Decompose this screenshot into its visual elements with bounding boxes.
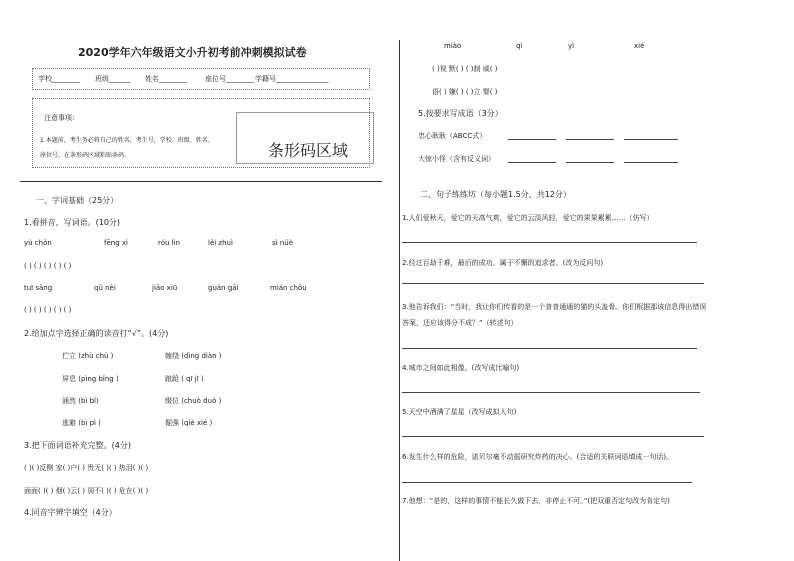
q2-item[interactable]: 缀位 (chuò duò )	[165, 397, 222, 405]
q5-b-blank-2[interactable]	[566, 162, 614, 163]
q4-row2[interactable]: 语( ) 嫌( ) ( )立 婴( )	[432, 88, 498, 96]
q1-answer-row2[interactable]: ( ) ( ) ( ) ( ) ( )	[24, 306, 72, 314]
section-divider	[20, 181, 382, 182]
q1-pinyin-8: jiāo xiū	[152, 284, 178, 292]
q5-b-blank-1[interactable]	[508, 162, 556, 163]
q5-a-blank-2[interactable]	[566, 139, 614, 140]
answer-line-4[interactable]	[402, 392, 700, 393]
section1-heading: 一、字词基础（25分）	[36, 196, 119, 205]
q3-row2[interactable]: 面面( )( ) 烟( )云( ) 弱不( )( ) 危在( )( )	[24, 487, 149, 495]
q5-b-label: 大惊小怪（含有反义词）	[418, 155, 495, 163]
q4-pinyin-3: yì	[568, 42, 575, 50]
barcode-label: 条形码区域	[268, 141, 349, 160]
q5-a-blank-1[interactable]	[508, 139, 556, 140]
sentence-3-cont: 答案，还应该得分不成？”（转述句）	[402, 319, 518, 327]
school-field[interactable]: 学校________	[38, 75, 80, 83]
answer-line-5[interactable]	[402, 436, 704, 437]
q2-prompt: 2.给加点字选择正确的读音打“√”。(4分)	[24, 329, 169, 338]
q3-prompt: 3.把下面词语补充完整。(4分)	[24, 441, 131, 450]
exam-title: 2020学年六年级语文小升初考前冲刺模拟试卷	[78, 46, 307, 59]
q1-pinyin-5: sì nüè	[272, 239, 293, 247]
q5-prompt: 5.按要求写成语（3分）	[418, 109, 503, 118]
answer-line-2[interactable]	[402, 283, 704, 284]
q2-item[interactable]: 倔强 (qiè xié )	[165, 419, 213, 427]
q2-item[interactable]: 缠绕 (dìng diàn )	[165, 352, 222, 360]
sentence-7: 7.他想：“是的，这样的事情不能长久做下去，非停止不可。”(把双重否定句改为肯定句)	[402, 497, 670, 505]
q4-row1[interactable]: ( )视 默( ) ( )制 威( )	[432, 65, 498, 73]
name-field[interactable]: 姓名________	[145, 75, 187, 83]
q2-item[interactable]: 伫立 (zhù chù )	[62, 352, 114, 360]
q1-pinyin-3: róu lìn	[158, 239, 180, 247]
sentence-2: 2.经过百劫千难，最后的成功，属于不懈的追求者。(改为反问句)	[402, 259, 604, 267]
q4-pinyin-4: xié	[634, 42, 645, 50]
q1-answer-row1[interactable]: ( ) ( ) ( ) ( ) ( )	[24, 262, 72, 270]
q2-item[interactable]: 屏息 (pìng bǐng )	[62, 375, 119, 383]
notes-line1: 1.本题前，考生务必将自己的姓名，考生号，学校、班级、姓名、	[40, 137, 214, 144]
answer-line-6[interactable]	[402, 482, 692, 483]
q2-item[interactable]: 踉跄 ( qī jī )	[165, 375, 204, 383]
q1-pinyin-4: lěi zhuì	[208, 239, 233, 247]
sentence-6: 6.发生什么样的危险，诺贝尔毫不动摇研究炸药的决心。(合适的关联词语填成一句话)。	[402, 453, 674, 461]
section2-heading: 二、句子练练坊（每小题1.5分，共12分）	[420, 190, 571, 199]
q2-item[interactable]: 涌然 (bì bǐ)	[62, 397, 99, 405]
q1-pinyin-6: tuī sāng	[24, 284, 53, 292]
sentence-1: 1.人们爱秋天，爱它的天高气爽，爱它的云淡风轻，爱它的果果累累……（仿写）	[402, 214, 654, 222]
q5-a-blank-3[interactable]	[624, 139, 678, 140]
q1-pinyin-1: yù chǒn	[24, 239, 52, 247]
notes-line2: 座位号、在条形码区域粘贴条码。	[40, 152, 131, 159]
q1-pinyin-9: guàn gāi	[208, 284, 239, 292]
answer-line-3[interactable]	[402, 348, 697, 349]
student-id-field[interactable]: 学籍号_______________	[255, 75, 329, 83]
class-field[interactable]: 班级______	[95, 75, 130, 83]
sentence-4: 4.城市之间如此相像。(改写成比喻句)	[402, 364, 520, 372]
q2-item[interactable]: 逃避 (bì pì )	[62, 419, 101, 427]
seat-field[interactable]: 座位号________	[205, 75, 254, 83]
q3-row1[interactable]: ( )( )反侧 家( )户( ) 贵无( )( ) 热泪( )( )	[24, 464, 149, 472]
q4-pinyin-1: miào	[444, 42, 462, 50]
q4-prompt: 4.同音字辨字填空（4分）	[24, 508, 117, 517]
q4-pinyin-2: qì	[516, 42, 523, 50]
sentence-3: 3.他告诉我们：“当时，我让你们传看的是一个普普通通的猫的头盖骨。你们根据那该信息得出错误	[402, 303, 707, 311]
answer-line-1[interactable]	[402, 242, 697, 243]
q1-prompt: 1.看拼音，写词语。(10分)	[24, 218, 121, 227]
q1-pinyin-7: qǔ nèi	[94, 284, 116, 292]
notes-heading: 注意事项：	[44, 114, 79, 122]
q1-pinyin-10: mián chǒu	[270, 284, 307, 292]
q5-b-blank-3[interactable]	[624, 162, 678, 163]
column-divider	[399, 40, 400, 561]
sentence-5: 5.天空中酒满了星星（改写成拟人句)	[402, 408, 517, 416]
q5-a-label: 忠心耿耿（ABCC式）	[418, 132, 487, 140]
q1-pinyin-2: fēng xì	[104, 239, 128, 247]
